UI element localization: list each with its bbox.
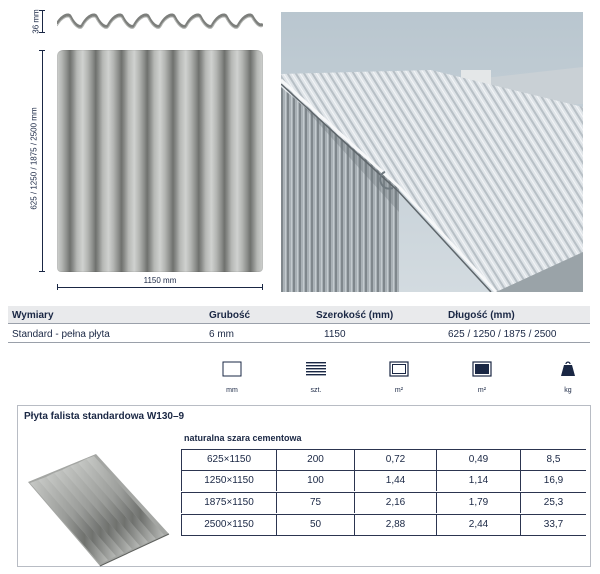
table-cell-area-net: 1,14 (436, 471, 520, 491)
table-row (181, 514, 586, 535)
table-cell-weight: 16,9 (520, 471, 586, 491)
table-cell-pieces: 100 (276, 471, 354, 491)
table-row (181, 449, 586, 470)
width-dimension-line (57, 287, 263, 288)
unit-label-kg: kg (564, 387, 572, 394)
table-row (181, 492, 586, 513)
building-roof-photo (281, 12, 583, 292)
corrugated-sheet-front-view (57, 50, 263, 272)
table-cell-area-gross: 0,72 (354, 450, 436, 470)
unit-label-m2-gross: m² (394, 387, 404, 394)
table-cell-area-net: 1,79 (436, 493, 520, 513)
product-color-heading: naturalna szara cementowa (184, 433, 302, 443)
spec-table-row (8, 325, 590, 343)
framed-square-icon (389, 361, 409, 377)
spec-value-thickness: 6 mm (209, 329, 234, 340)
unit-label-pcs: szt. (310, 387, 322, 394)
spec-header-width: Szerokość (mm) (316, 310, 394, 321)
product-title: Płyta falista standardowa W130–9 (24, 411, 185, 422)
stacked-sheets-icon (306, 361, 326, 377)
table-cell-weight: 25,3 (520, 493, 586, 513)
corrugated-sheet-perspective (26, 450, 171, 568)
wave-profile-drawing (57, 10, 263, 32)
dimension-tick (262, 284, 263, 290)
width-label: 1150 mm (143, 276, 177, 285)
dimension-tick (39, 271, 45, 272)
rectangle-outline-icon (222, 361, 242, 377)
thickness-dimension-line (42, 10, 43, 33)
dimension-tick (57, 284, 58, 290)
weight-icon (558, 361, 578, 377)
table-cell-size: 1250×1150 (181, 471, 276, 491)
unit-label-mm: mm (226, 387, 238, 394)
length-dimension-line (42, 50, 43, 272)
technical-drawing (0, 0, 275, 295)
table-cell-area-net: 0,49 (436, 450, 520, 470)
spec-header-thickness: Grubość (209, 310, 251, 321)
table-cell-pieces: 75 (276, 493, 354, 513)
spec-value-width: 1150 (324, 329, 346, 340)
table-cell-size: 625×1150 (181, 450, 276, 470)
table-cell-size: 2500×1150 (181, 515, 276, 535)
unit-label-m2-net: m² (477, 387, 487, 394)
table-cell-pieces: 200 (276, 450, 354, 470)
table-cell-area-net: 2,44 (436, 515, 520, 535)
spec-header-dimensions: Wymiary (12, 310, 54, 321)
table-cell-pieces: 50 (276, 515, 354, 535)
thickness-label: 36 mm (31, 9, 41, 34)
spec-value-length: 625 / 1250 / 1875 / 2500 (448, 329, 557, 340)
filled-square-icon (472, 361, 492, 377)
table-cell-weight: 33,7 (520, 515, 586, 535)
dimension-tick (39, 50, 45, 51)
table-cell-weight: 8,5 (520, 450, 586, 470)
spec-value-dimensions: Standard - pełna płyta (12, 329, 110, 340)
table-cell-size: 1875×1150 (181, 493, 276, 513)
table-cell-area-gross: 2,88 (354, 515, 436, 535)
table-bottom-rule (181, 535, 586, 536)
length-label: 625 / 1250 / 1875 / 2500 mm (29, 107, 39, 210)
table-cell-area-gross: 2,16 (354, 493, 436, 513)
spec-header-length: Długość (mm) (448, 310, 515, 321)
table-row (181, 470, 586, 491)
spec-table-header (8, 306, 590, 324)
table-cell-area-gross: 1,44 (354, 471, 436, 491)
